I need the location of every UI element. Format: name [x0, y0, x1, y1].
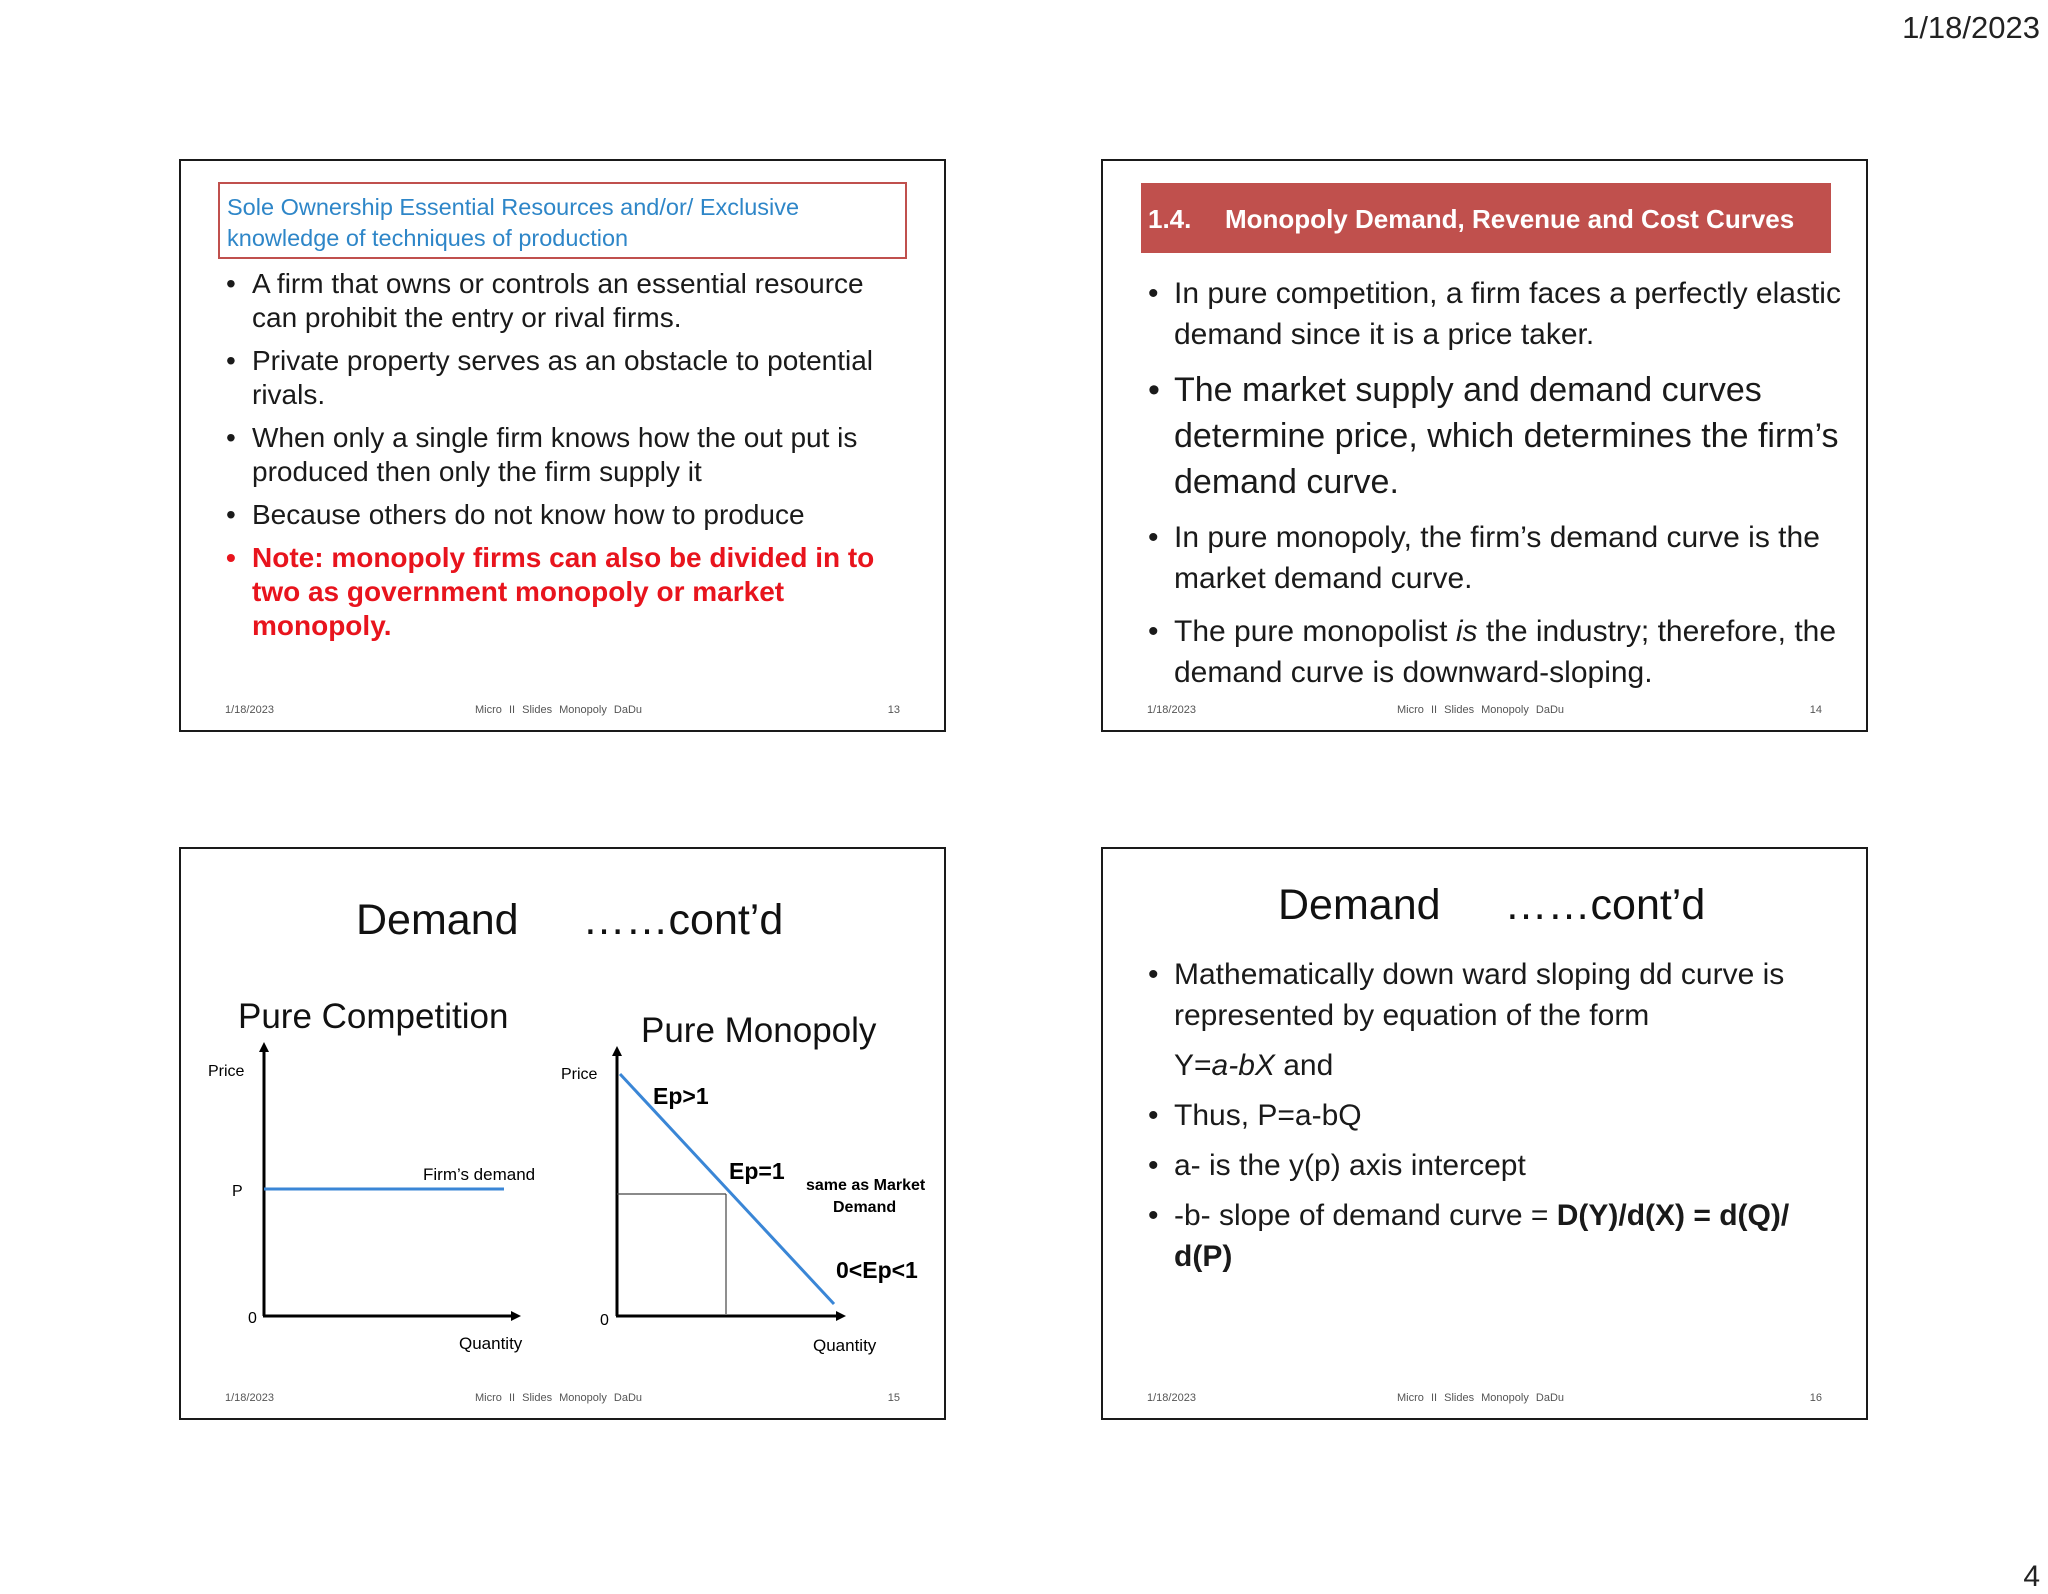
- footer-date: 1/18/2023: [225, 704, 274, 716]
- bullet-item: • Thus, P=a-bQ: [1144, 1095, 1844, 1136]
- title-suffix: ……cont’d: [1504, 881, 1706, 929]
- section-title: Monopoly Demand, Revenue and Cost Curves: [1225, 204, 1795, 234]
- bullet-item: • In pure monopoly, the firm’s demand curve is the market demand curve.: [1144, 517, 1844, 599]
- bullet-item: • a- is the y(p) axis intercept: [1144, 1145, 1844, 1186]
- bullet-list: [1144, 273, 1844, 705]
- elastic-label: Ep>1: [653, 1083, 709, 1109]
- page-number: 4: [2023, 1560, 2040, 1593]
- demand-diagrams: [181, 849, 943, 1389]
- slide-title-box: [218, 182, 907, 259]
- bullet-text-italic: is: [1455, 615, 1478, 648]
- note-bullet: • Note: monopoly firms can also be divided in to two as government monopoly or market monopoly.: [222, 541, 912, 643]
- left-y-label: Price: [208, 1063, 245, 1080]
- inelastic-label: 0<Ep<1: [836, 1257, 918, 1283]
- footer-course: Micro II Slides Monopoly DaDu: [1397, 1392, 1565, 1404]
- right-origin-label: 0: [600, 1312, 609, 1329]
- bullet-text: The pure monopolist: [1174, 615, 1456, 648]
- left-p-label: P: [232, 1183, 243, 1200]
- footer-date: 1/18/2023: [1147, 704, 1196, 716]
- slide-footer: [1103, 1392, 1866, 1408]
- market-note-line-2: Demand: [833, 1199, 897, 1216]
- equation-line: [1144, 1045, 1844, 1086]
- footer-date: 1/18/2023: [1147, 1392, 1196, 1404]
- bullet-item: • Because others do not know how to produce: [222, 498, 912, 532]
- right-y-label: Price: [561, 1066, 598, 1083]
- bullet-text: -b- slope of demand curve =: [1174, 1199, 1557, 1232]
- section-number: 1.4.: [1148, 204, 1192, 234]
- market-note-line-1: same as Market: [806, 1177, 926, 1194]
- unit-elastic-label: Ep=1: [729, 1158, 785, 1184]
- slide-footer: [181, 704, 944, 720]
- slide-13: [179, 159, 946, 732]
- equation-italic: a-bX: [1211, 1049, 1275, 1082]
- title-main: Demand: [1278, 881, 1441, 929]
- bullet-item: • When only a single firm knows how the out put is produced then only the firm supply it: [222, 421, 912, 489]
- right-x-label: Quantity: [813, 1336, 877, 1355]
- bullet-item: [1144, 611, 1844, 693]
- footer-slide-number: 15: [887, 1392, 900, 1404]
- equation-suffix: and: [1274, 1049, 1334, 1082]
- left-origin-label: 0: [248, 1310, 257, 1327]
- title-line-2: knowledge of techniques of production: [227, 225, 629, 251]
- footer-course: Micro II Slides Monopoly DaDu: [475, 1392, 643, 1404]
- title-suffix: ……cont’d: [582, 896, 784, 944]
- bullet-item: [1144, 1195, 1844, 1277]
- pure-monopoly-title: Pure Monopoly: [641, 1011, 877, 1050]
- slide-15: [179, 847, 946, 1420]
- bullet-list: [222, 267, 912, 652]
- slide-footer: [1103, 704, 1866, 720]
- equation-prefix: Y=: [1174, 1049, 1212, 1082]
- slide-title: [1278, 881, 1705, 930]
- bullet-item: • A firm that owns or controls an essential resource can prohibit the entry or rival firms.: [222, 267, 912, 335]
- footer-course: Micro II Slides Monopoly DaDu: [475, 704, 643, 716]
- footer-slide-number: 13: [887, 704, 900, 716]
- left-x-label: Quantity: [459, 1334, 523, 1353]
- slide-16: [1101, 847, 1868, 1420]
- bullet-item: • The market supply and demand curves determine price, which determines the firm’s demand curve.: [1144, 367, 1844, 505]
- section-header: [1141, 183, 1831, 253]
- slope-formula: D(Y)/d(X) = d(Q)/ d(P): [1174, 1199, 1790, 1273]
- page-date: 1/18/2023: [1902, 10, 2040, 45]
- title-line-1: Sole Ownership Essential Resources and/or/ Exclusive: [227, 194, 800, 220]
- title-main: Demand: [356, 896, 519, 944]
- firm-demand-label: Firm’s demand: [423, 1165, 536, 1184]
- footer-slide-number: 14: [1809, 704, 1822, 716]
- footer-date: 1/18/2023: [225, 1392, 274, 1404]
- bullet-item: • Mathematically down ward sloping dd curve is represented by equation of the form: [1144, 954, 1844, 1036]
- slide-footer: [181, 1392, 944, 1408]
- footer-course: Micro II Slides Monopoly DaDu: [1397, 704, 1565, 716]
- bullet-item: • In pure competition, a firm faces a perfectly elastic demand since it is a price taker.: [1144, 273, 1844, 355]
- slide-14: [1101, 159, 1868, 732]
- bullet-item: • Private property serves as an obstacle to potential rivals.: [222, 344, 912, 412]
- bullet-text: the industry; therefore, the demand curve is downward-sloping.: [1174, 615, 1837, 689]
- bullet-list: [1144, 954, 1844, 1286]
- footer-slide-number: 16: [1809, 1392, 1822, 1404]
- pure-competition-title: Pure Competition: [238, 997, 509, 1036]
